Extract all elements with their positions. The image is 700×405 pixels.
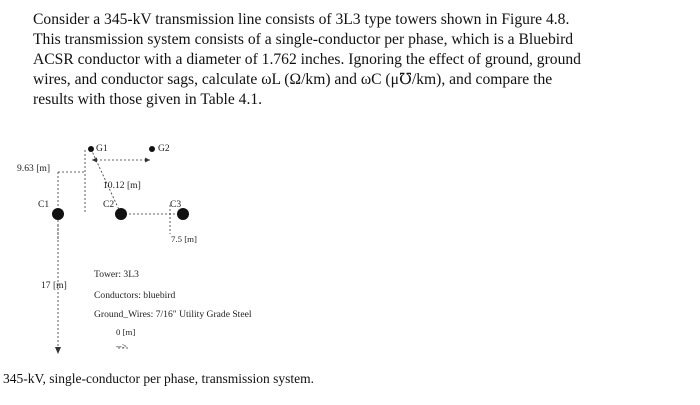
label-ground-spacing: 10.12 [m]	[103, 180, 141, 191]
figure-caption: 345-kV, single-conductor per phase, transmission system.	[3, 371, 314, 386]
ground-wire-g2	[149, 146, 155, 152]
label-ground-height: 9.63 [m]	[17, 163, 51, 174]
label-ground-wires: Ground_Wires: 7/16" Utility Grade Steel	[94, 309, 252, 320]
problem-line-4: wires, and conductor sags, calculate ωL (Ω/km) and ωC (μ℧/km), and compare the	[33, 71, 553, 88]
problem-line-2: This transmission system consists of a single-conductor per phase, which is a Bluebird	[33, 31, 574, 48]
label-c3: C3	[170, 199, 182, 210]
label-g2: G2	[158, 143, 170, 154]
conductor-c2	[115, 208, 127, 220]
label-c2: C2	[103, 199, 115, 210]
label-phase-height: 17 [m]	[41, 280, 67, 291]
ground-wire-g1	[88, 146, 94, 152]
problem-line-1: Consider a 345-kV transmission line consists of 3L3 type towers shown in Figure 4.8.	[33, 11, 570, 28]
label-zero: 0 [m]	[116, 327, 136, 337]
problem-line-3: ACSR conductor with a diameter of 1.762 inches. Ignoring the effect of ground, ground	[33, 51, 581, 68]
label-conductors: Conductors: bluebird	[94, 290, 176, 301]
problem-line-5: results with those given in Table 4.1.	[33, 91, 263, 108]
ground-spacing-arrow-right	[145, 158, 150, 163]
label-g1: G1	[96, 143, 108, 154]
label-c1: C1	[38, 199, 50, 210]
label-phase-vertical: 7.5 [m]	[171, 234, 197, 244]
conductor-c1	[52, 208, 64, 220]
axis-arrow-down	[55, 347, 61, 354]
label-zero-arrow: -->	[116, 341, 127, 351]
label-tower: Tower: 3L3	[94, 269, 139, 280]
